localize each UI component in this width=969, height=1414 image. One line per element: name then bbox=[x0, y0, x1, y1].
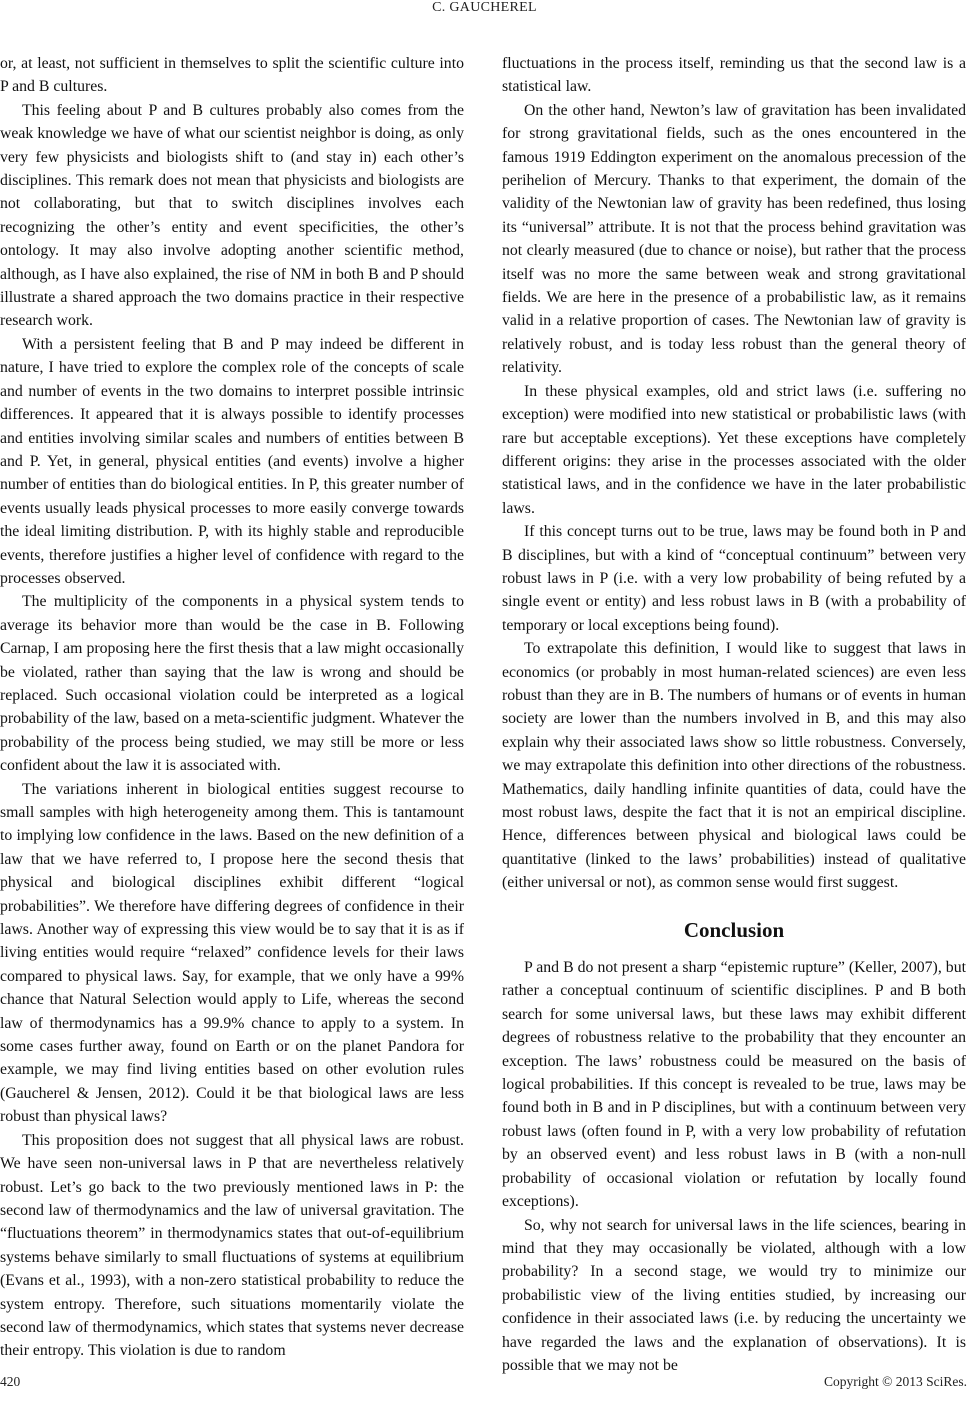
paragraph: This proposition does not suggest that all physical laws are robust. We have seen non-universal laws in P that are nevertheless relatively robust. Let’s go back to the two previously mentioned laws in P: the second law of thermodynamics and the law of universal gravitation. The “fluctuations theorem” in thermodynamics states that out-of-equilibrium systems behave similarly to small fluctuations of systems at equilibrium (Evans et al., 1993), with a non-zero statistical probability to reduce the system entropy. Therefore, such situations momentarily violate the second law of thermodynamics, which states that systems never decrease their entropy. This violation is due to random bbox=[0, 1131, 464, 1360]
section-heading: Conclusion bbox=[683, 917, 785, 942]
paragraph: In these physical examples, old and strict laws (i.e. suffering no exception) were modified into new statistical or probabilistic laws (with rare but acceptable exceptions). Yet these exceptions have completely different origins: they arise in the processes associated with the older statistical laws, and in the confidence we have in the later probabilistic laws. bbox=[502, 382, 966, 517]
paragraph: P and B do not present a sharp “epistemic rupture” (Keller, 2007), but rather a conceptual continuum of scientific disciplines. P and B both search for some universal laws, but these laws may exhibit different degrees of robustness relative to the probability that they encounter an exception. The laws’ robustness could be measured on the basis of logical probabilities. If this concept is revealed to be true, laws may be found both in B and in P disciplines, but with a continuum between very robust laws (often found in P, with a very low probability of refutation by an observed event) and less robust laws in B (with a non-null probability of occasional violation or refutation by locally found exceptions). bbox=[502, 959, 966, 1211]
page-number: 420 bbox=[0, 1374, 21, 1389]
paragraph: The multiplicity of the components in a physical system tends to average its behavior more than would be the case in B. Following Carnap, I am proposing here the first thesis that a law might occasionally be violated, rather than saying that the law is wrong and should be replaced. Such occasional violation could be interpreted as a logical probability of the law, based on a meta-scientific judgment. Whatever the probability of the process being studied, we may still be more or less confident about the law it is associated with. bbox=[0, 593, 464, 775]
copyright-notice: Copyright © 2013 SciRes. bbox=[823, 1374, 967, 1389]
right-column bbox=[502, 52, 966, 1377]
paragraph: fluctuations in the process itself, reminding us that the second law is a statistical law. bbox=[502, 55, 966, 96]
paragraph: So, why not search for universal laws in the life sciences, bearing in mind that they may occasionally be violated, although with a low probability? In a second stage, we would try to minimize our probabilistic view of the living entities studied, by increasing our confidence in their associated laws (i.e. by reducing the uncertainty we have regarded the laws and the explanation of observations). It is possible that we may not be bbox=[502, 1216, 966, 1374]
running-head: C. GAUCHEREL bbox=[432, 0, 537, 15]
paragraph: On the other hand, Newton’s law of gravitation has been invalidated for strong gravitational fields, such as the ones encountered in the famous 1919 Eddington experiment on the anomalous precession of the perihelion of Mercury. Thanks to that experiment, the domain of the validity of the Newtonian law of gravity has been redefined, thus losing its “universal” attribute. It is not that the process behind gravitation was not clearly measured (due to chance or noise), but rather that the process itself was no more the same between weak and strong gravitational fields. We are here in the presence of a probabilistic law, as it remains valid in a relative proportion of cases. The Newtonian law of gravity is relatively robust, and is today less robust than the general theory of relativity. bbox=[502, 101, 966, 377]
paragraph: This feeling about P and B cultures probably also comes from the weak knowledge we have of what our scientist neighbor is doing, as only very few physicists and biologists shift to (and stay in) each other’s disciplines. This remark does not mean that physicists and biologists are not collaborating, but that to switch disciplines involves each recognizing the other’s entity and event specificities, the other’s ontology. It may also involve adopting another scientific method, although, as I have also explained, the rise of NM in both B and P should illustrate a shared approach the two domains practice in their respective research work. bbox=[0, 101, 464, 330]
paragraph: The variations inherent in biological entities suggest recourse to small samples with high heterogeneity among them. This is tantamount to implying low confidence in the laws. Based on the new definition of a law that we have referred to, I propose here the second thesis that physical and biological disciplines exhibit different “logical probabilities”. We therefore have differing degrees of confidence in their laws. Another way of expressing this view would be to say that it is as if living entities would require “relaxed” confidence levels for their laws compared to physical laws. Say, for example, that we only have a 99% chance that Natural Selection would apply to Life, whereas the second law of thermodynamics has a 99.9% chance to apply to a system. In some cases further away, found on Earth or on the planet Pandora for example, we may find living entities based on other evolution rules (Gaucherel & Jensen, 2012). Could it be that biological laws are less robust than physical laws? bbox=[0, 780, 464, 1126]
paragraph: or, at least, not sufficient in themselves to split the scientific culture into P and B cultures. bbox=[0, 55, 464, 96]
paragraph: To extrapolate this definition, I would like to suggest that laws in economics (or probably in most human-related sciences) are even less robust than they are in B. The numbers of humans or of events in human society are lower than the numbers involved in B, and this may also explain why their associated laws show so little robustness. Conversely, we may extrapolate this definition into other directions of the robustness. Mathematics, daily handling infinite quantities of data, could have the most robust laws, despite the fact that it is not an empirical discipline. Hence, differences between physical and biological laws could be quantitative (linked to the laws’ probabilities) instead of qualitative (either universal or not), as common sense would first suggest. bbox=[502, 640, 966, 892]
left-column bbox=[0, 52, 464, 1363]
paragraph: With a persistent feeling that B and P may indeed be different in nature, I have tried to explore the complex role of the concepts of scale and number of events in the two domains to interpret possible intrinsic differences. It appeared that it is always possible to identify processes and entities involving similar scales and numbers of entities between B and P. Yet, in general, physical entities (and events) involve a higher number of entities than do biological entities. In P, this greater number of events usually leads physical processes to more easily converge towards the ideal limiting distribution. P, with its highly stable and reproducible events, therefore justifies a higher level of confidence with regard to the processes observed. bbox=[0, 335, 464, 587]
paragraph: If this concept turns out to be true, laws may be found both in P and B disciplines, but with a kind of “conceptual continuum” between very robust laws in P (i.e. with a very low probability of being refuted by a single event or entity) and less robust laws in B (with a probability of temporary or local exceptions being found). bbox=[502, 523, 966, 634]
